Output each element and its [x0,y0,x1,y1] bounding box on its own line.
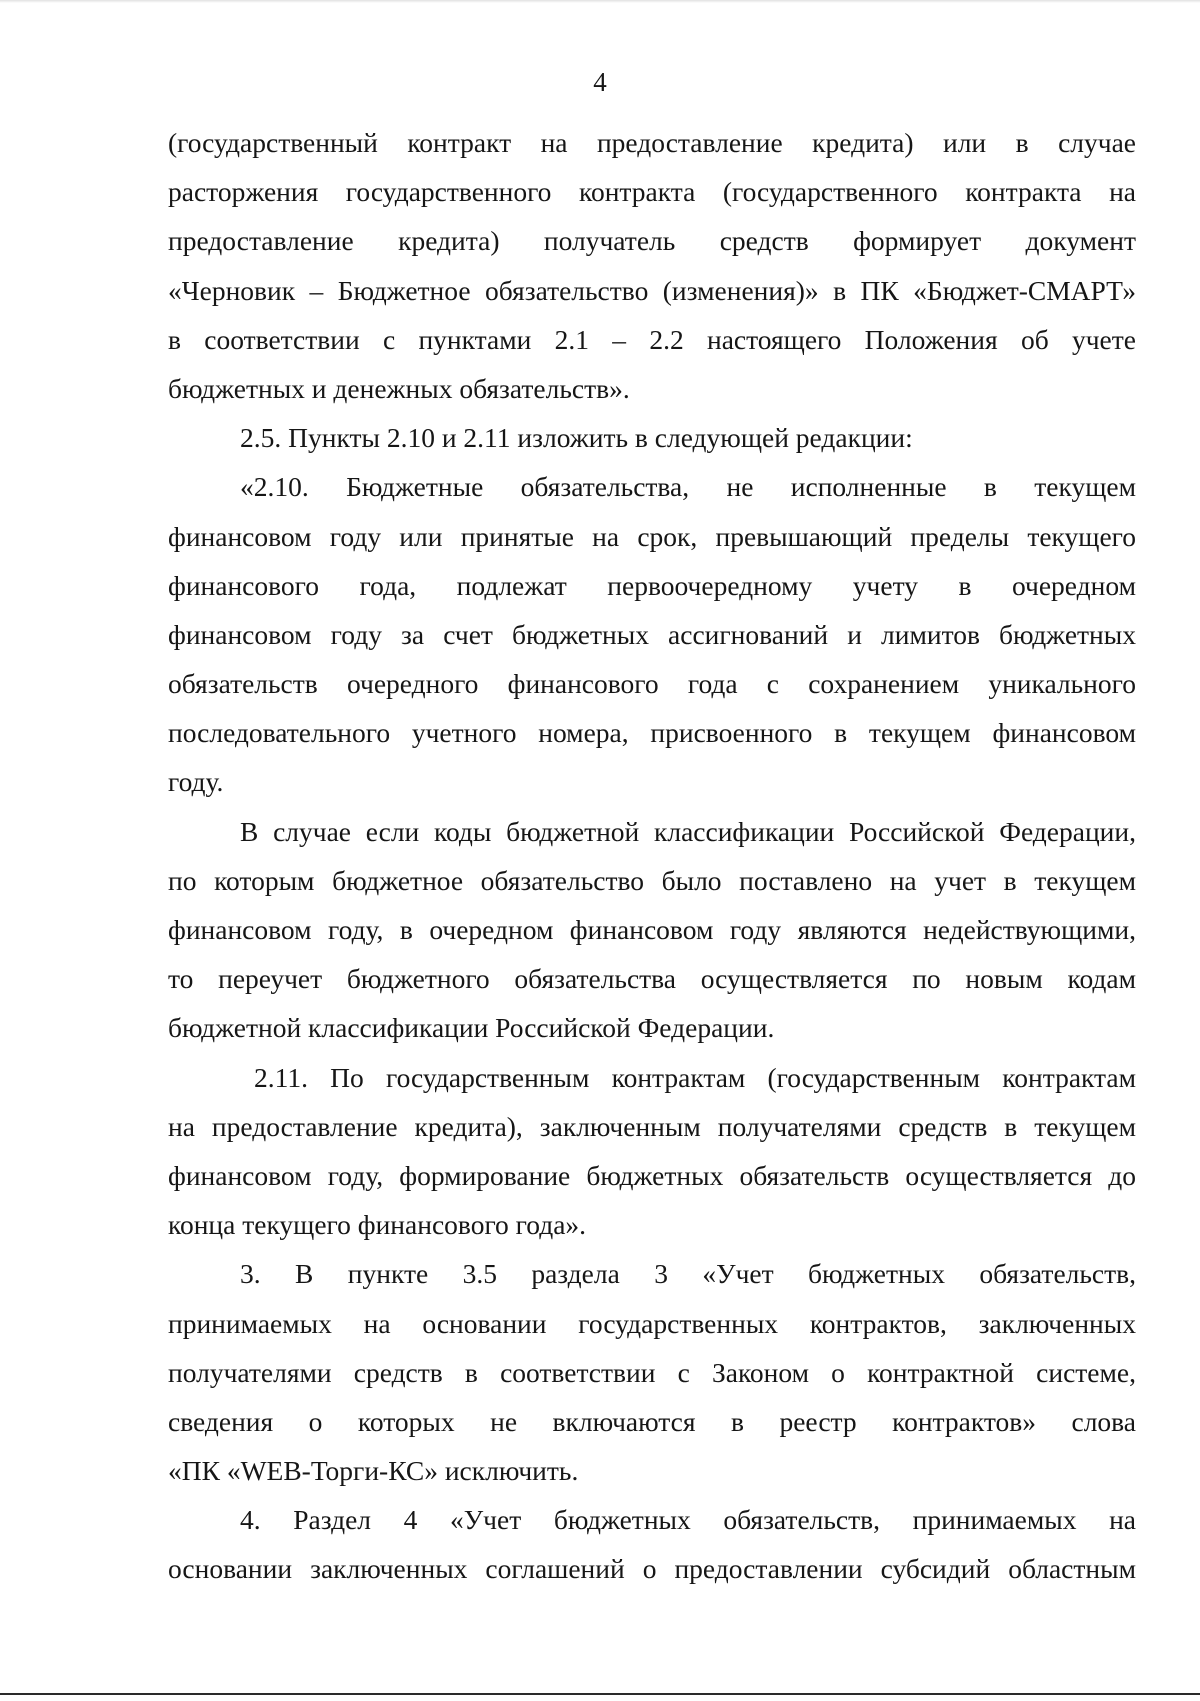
paragraph-start-line: В случае если коды бюджетной классификации Российской Федерации, [240,815,1136,847]
text-line: на предоставление кредита), заключенным получателями средств в текущем [168,1110,1136,1142]
text-line: бюджетной классификации Российской Федерации. [168,1012,775,1044]
text-line: основании заключенных соглашений о предоставлении субсидий областным [168,1553,1136,1585]
text-line: получателями средств в соответствии с Законом о контрактной системе, [168,1356,1136,1388]
paragraph-start-line: 2.11. По государственным контрактам (государственным контрактам [254,1061,1136,1093]
text-line: финансового года, подлежат первоочередному учету в очередном [168,569,1136,601]
text-line: обязательств очередного финансового года с сохранением уникального [168,668,1136,700]
text-line: (государственный контракт на предоставление кредита) или в случае [168,127,1136,158]
text-line: по которым бюджетное обязательство было поставлено на учет в текущем [168,864,1136,896]
text-line: финансовом году или принятые на срок, превышающий пределы текущего [168,520,1136,552]
scan-top-edge [0,0,1200,3]
paragraph-start-line: 4. Раздел 4 «Учет бюджетных обязательств, принимаемых на [240,1504,1136,1536]
text-line: то переучет бюджетного обязательства осуществляется по новым кодам [168,963,1136,995]
paragraph-start-line: 2.5. Пункты 2.10 и 2.11 изложить в следующей редакции: [240,422,913,454]
text-line: в соответствии с пунктами 2.1 – 2.2 настоящего Положения об учете [168,323,1136,355]
text-line: принимаемых на основании государственных контрактов, заключенных [168,1307,1136,1339]
text-line: конца текущего финансового года». [168,1209,587,1241]
text-line: «Черновик – Бюджетное обязательство (изменения)» в ПК «Бюджет-СМАРТ» [168,274,1136,306]
text-line: предоставление кредита) получатель средств формирует документ [168,225,1136,257]
text-line: финансовом году, в очередном финансовом году являются недействующими, [168,914,1136,945]
text-line: году. [168,766,224,798]
text-line: «ПК «WEB-Торги-КС» исключить. [168,1455,579,1487]
page-number: 4 [593,67,607,97]
text-line: последовательного учетного номера, присвоенного в текущем финансовом [168,717,1136,749]
document-body [168,118,1136,1594]
text-line: финансовом году за счет бюджетных ассигнований и лимитов бюджетных [168,618,1136,650]
text-line: бюджетных и денежных обязательств». [168,372,630,404]
paragraph-start-line: 3. В пункте 3.5 раздела 3 «Учет бюджетных обязательств, [240,1258,1136,1290]
text-line: сведения о которых не включаются в реестр контрактов» слова [168,1405,1136,1437]
text-line: расторжения государственного контракта (государственного контракта на [168,176,1136,208]
paragraph-start-line: «2.10. Бюджетные обязательства, не исполненные в текущем [240,471,1136,503]
scan-bottom-edge [0,1693,1200,1695]
text-line: финансовом году, формирование бюджетных обязательств осуществляется до [168,1159,1136,1191]
